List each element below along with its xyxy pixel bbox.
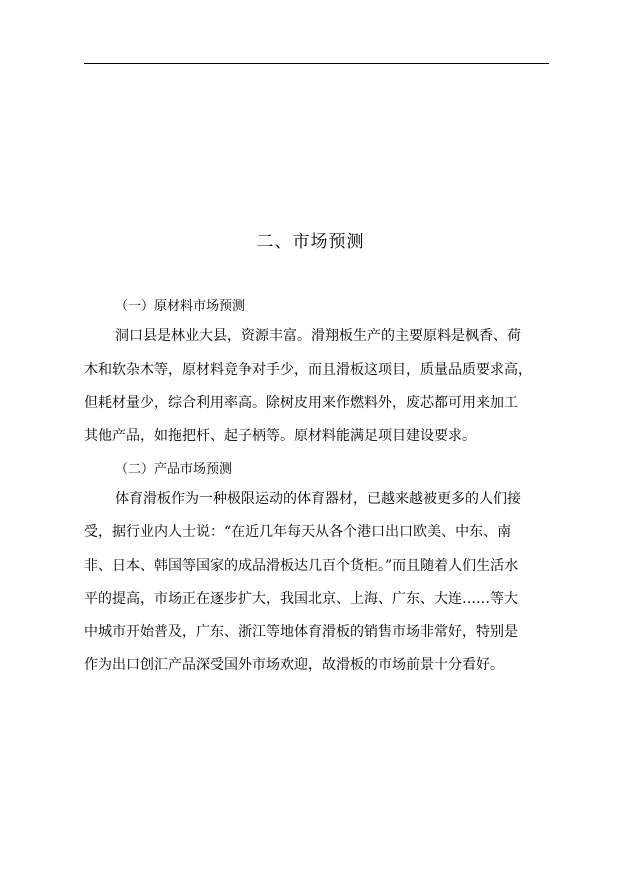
paragraph-line: 非、日本、韩国等国家的成品滑板达几百个货柜。”而且随着人们生活水 <box>84 558 519 574</box>
paragraph-line: 但耗材量少，综合利用率高。除树皮用来作燃料外，废芯都可用来加工 <box>84 395 518 411</box>
header-rule <box>84 63 549 64</box>
section-title: 二、市场预测 <box>256 232 365 252</box>
subsection-heading-product-market: （二）产品市场预测 <box>115 462 233 477</box>
paragraph-line: 作为出口创汇产品深受国外市场欢迎，故滑板的市场前景十分看好。 <box>84 657 504 673</box>
paragraph-line: 受，据行业内人士说：“在近几年每天从各个港口出口欧美、中东、南 <box>84 524 512 540</box>
paragraph-line: 木和软杂木等，原材料竞争对手少，而且滑板这项目，质量品质要求高， <box>84 362 532 378</box>
paragraph-line: 体育滑板作为一种极限运动的体育器材，已越来越被更多的人们接 <box>115 491 521 507</box>
subsection-heading-raw-materials: （一）原材料市场预测 <box>115 299 246 314</box>
paragraph-line: 中城市开始普及，广东、浙江等地体育滑板的销售市场非常好，特别是 <box>84 624 518 640</box>
paragraph-line: 洞口县是林业大县，资源丰富。滑翔板生产的主要原料是枫香、荷 <box>115 328 521 344</box>
paragraph-line: 平的提高，市场正在逐步扩大，我国北京、上海、广东、大连……等大 <box>84 591 518 607</box>
paragraph-line: 其他产品，如拖把杆、起子柄等。原材料能满足项目建设要求。 <box>84 428 476 444</box>
